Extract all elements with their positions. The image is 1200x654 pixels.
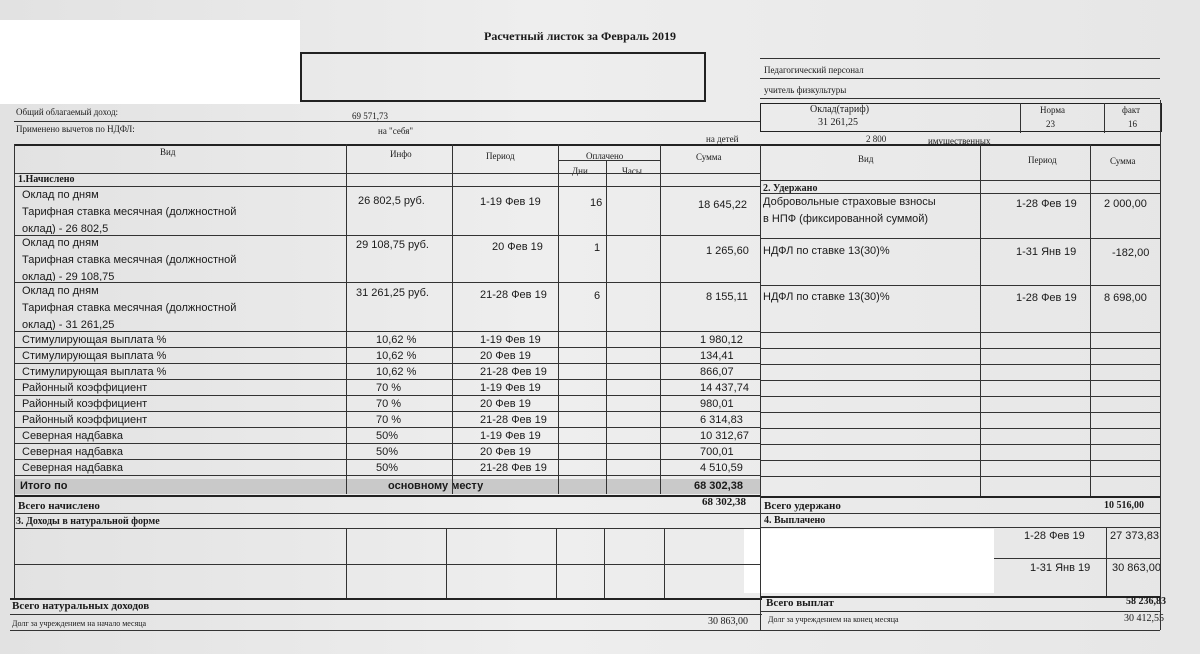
rule — [760, 527, 1160, 528]
accrued-small-info: 70 % — [376, 382, 402, 394]
norm-label: Норма — [1040, 105, 1065, 115]
deduction-self: на "себя" — [378, 126, 414, 136]
accrued-small-info: 50% — [376, 446, 399, 458]
redacted-area-top-left — [0, 20, 300, 104]
rule — [760, 428, 1160, 429]
accrued-row-1-line3: оклад) - 26 802,5 — [22, 224, 109, 234]
rule — [14, 443, 760, 444]
rule — [14, 347, 760, 348]
withheld-row-3-sum: 8 698,00 — [1104, 292, 1147, 304]
accrued-small-vid: Стимулирующая выплата % — [22, 350, 167, 362]
accrued-small-vid: Районный коэффициент — [22, 414, 148, 426]
rule — [760, 78, 1160, 79]
fact-value: 16 — [1128, 119, 1137, 129]
accrued-small-sum: 866,07 — [700, 366, 734, 378]
accrued-row-3-sum: 8 155,11 — [706, 291, 749, 303]
withheld-total-label: Всего удержано — [764, 500, 841, 512]
rule — [760, 332, 1160, 333]
rule — [664, 528, 665, 598]
accrued-grand-label: Всего начислено — [18, 500, 100, 512]
header-sum: Сумма — [696, 152, 722, 162]
rule — [14, 528, 760, 529]
accrued-row-2-line2: Тарифная ставка месячная (должностной — [22, 254, 237, 266]
paid-row-1-period: 1-28 Фев 19 — [1024, 530, 1085, 542]
rule — [346, 144, 347, 494]
accrued-small-sum: 980,01 — [700, 398, 734, 410]
accrued-row-3-line1: Оклад по дням — [22, 285, 99, 297]
accrued-small-period: 21-28 Фев 19 — [480, 462, 547, 474]
rule — [10, 630, 1160, 631]
accrued-row-3-period: 21-28 Фев 19 — [480, 289, 547, 301]
rule — [760, 460, 1160, 461]
rule — [1090, 144, 1091, 496]
debt-end-label: Долг за учреждением на конец месяца — [768, 615, 899, 624]
rule — [760, 476, 1160, 477]
rule — [14, 427, 760, 428]
accrued-row-3-info: 31 261,25 руб. — [356, 287, 429, 299]
accrued-small-period: 20 Фев 19 — [480, 446, 531, 458]
rule — [760, 380, 1160, 381]
accrued-small-vid: Районный коэффициент — [22, 382, 148, 394]
accrued-small-info: 50% — [376, 462, 399, 474]
deduction-property-label: имущественных — [928, 136, 991, 146]
rule — [14, 331, 760, 332]
accrued-row-1-line2: Тарифная ставка месячная (должностной — [22, 206, 237, 218]
rule — [556, 528, 557, 598]
accrued-small-period: 1-19 Фев 19 — [480, 334, 541, 346]
rule — [14, 564, 760, 565]
redacted-area-payout — [744, 529, 994, 593]
withheld-row-1-line1: Добровольные страховые взносы — [763, 196, 936, 208]
rule — [760, 285, 1160, 286]
salary-label: Оклад(тариф) — [810, 104, 870, 115]
rule — [760, 396, 1160, 397]
withheld-row-3-period: 1-28 Фев 19 — [1016, 292, 1077, 304]
accrued-grand-value: 68 302,38 — [702, 496, 746, 508]
deduction-children-label: на детей — [706, 134, 739, 144]
accrued-small-vid: Северная надбавка — [22, 446, 124, 458]
paid-row-2-sum: 30 863,00 — [1112, 562, 1161, 574]
debt-start-label: Долг за учреждением на начало месяца — [12, 619, 147, 628]
rule — [994, 558, 1160, 559]
accrued-small-info: 70 % — [376, 398, 402, 410]
rule — [14, 363, 760, 364]
rule — [760, 348, 1160, 349]
natural-total-label: Всего натуральных доходов — [12, 600, 150, 612]
rule — [660, 144, 661, 494]
rule — [14, 513, 760, 514]
rule — [760, 611, 1160, 612]
header-period: Период — [486, 151, 515, 161]
rule — [14, 173, 760, 174]
withheld-row-1-period: 1-28 Фев 19 — [1016, 198, 1077, 210]
accrued-small-vid: Стимулирующая выплата % — [22, 366, 167, 378]
taxable-income-value: 69 571,73 — [352, 111, 388, 121]
accrued-small-sum: 4 510,59 — [700, 462, 743, 474]
accrued-small-period: 20 Фев 19 — [480, 350, 531, 362]
header-right-period: Период — [1028, 155, 1057, 165]
accrued-total-mid: основному месту — [388, 480, 484, 492]
header-right-sum: Сумма — [1110, 156, 1136, 166]
accrued-small-info: 50% — [376, 430, 399, 442]
rule — [14, 121, 760, 122]
debt-end-value: 30 412,55 — [1124, 613, 1164, 624]
accrued-small-sum: 700,01 — [700, 446, 734, 458]
rule — [760, 98, 1160, 99]
header-hours: Часы — [622, 166, 642, 176]
rule — [14, 495, 760, 497]
accrued-small-sum: 134,41 — [700, 350, 734, 362]
accrued-row-3-line2: Тарифная ставка месячная (должностной — [22, 302, 237, 314]
document-title: Расчетный листок за Февраль 2019 — [484, 29, 677, 43]
accrued-small-sum: 1 980,12 — [700, 334, 743, 346]
header-vid: Вид — [160, 147, 176, 157]
rule — [1160, 100, 1161, 630]
rule — [14, 144, 1160, 146]
accrued-small-vid: Районный коэффициент — [22, 398, 148, 410]
rule — [1020, 103, 1021, 133]
header-right-vid: Вид — [858, 154, 874, 164]
accrued-row-2-days: 1 — [594, 242, 601, 254]
accrued-row-2-info: 29 108,75 руб. — [356, 239, 429, 251]
accrued-small-vid: Северная надбавка — [22, 462, 124, 474]
rule — [14, 411, 760, 412]
accrued-small-info: 70 % — [376, 414, 402, 426]
rule — [1104, 103, 1105, 133]
withheld-row-3-line1: НДФЛ по ставке 13(30)% — [763, 291, 890, 303]
header-info: Инфо — [390, 149, 412, 159]
accrued-small-period: 21-28 Фев 19 — [480, 414, 547, 426]
rule — [14, 395, 760, 396]
withheld-row-1-line2: в НПФ (фиксированной суммой) — [763, 213, 929, 225]
rule — [1106, 527, 1107, 597]
rule — [760, 444, 1160, 445]
accrued-small-info: 10,62 % — [376, 366, 417, 378]
accrued-small-info: 10,62 % — [376, 334, 417, 346]
salary-value: 31 261,25 — [818, 117, 858, 128]
accrued-small-period: 1-19 Фев 19 — [480, 430, 541, 442]
rule — [14, 186, 760, 187]
rule — [446, 528, 447, 598]
withheld-row-1-sum: 2 000,00 — [1104, 198, 1147, 210]
accrued-row-1-info: 26 802,5 руб. — [358, 195, 425, 207]
accrued-small-period: 1-19 Фев 19 — [480, 382, 541, 394]
deductions-label: Применено вычетов по НДФЛ: — [16, 124, 135, 134]
paid-row-1-sum: 27 373,83 — [1110, 530, 1159, 542]
debt-start-value: 30 863,00 — [708, 616, 748, 627]
accrued-row-1-days: 16 — [590, 197, 603, 209]
rule — [14, 282, 760, 283]
accrued-small-vid: Стимулирующая выплата % — [22, 334, 167, 346]
rule — [14, 379, 760, 380]
total-band — [14, 479, 760, 494]
rule — [14, 475, 760, 476]
rule — [606, 160, 607, 494]
accrued-total-label: Итого по — [20, 480, 68, 492]
rule — [760, 364, 1160, 365]
accrued-row-3-days: 6 — [594, 290, 601, 302]
rule — [760, 238, 1160, 239]
withheld-row-2-sum: -182,00 — [1112, 247, 1150, 259]
withheld-section-title: 2. Удержано — [763, 183, 818, 194]
header-paid: Оплачено — [586, 151, 624, 161]
norm-value: 23 — [1046, 119, 1055, 129]
accrued-row-2-sum: 1 265,60 — [706, 245, 749, 257]
rule — [346, 528, 347, 598]
accrued-row-2-period: 20 Фев 19 — [492, 241, 543, 253]
rule — [14, 235, 760, 236]
accrued-small-info: 10,62 % — [376, 350, 417, 362]
accrued-section-title: 1.Начислено — [18, 174, 75, 185]
accrued-small-sum: 6 314,83 — [700, 414, 743, 426]
rule — [760, 144, 761, 630]
withheld-total-value: 10 516,00 — [1104, 500, 1144, 511]
rule — [452, 144, 453, 494]
fact-label: факт — [1122, 105, 1141, 115]
withheld-row-2-line1: НДФЛ по ставке 13(30)% — [763, 245, 890, 257]
rule — [760, 513, 1160, 514]
accrued-total-value: 68 302,38 — [694, 480, 743, 492]
accrued-small-sum: 14 437,74 — [700, 382, 749, 394]
accrued-row-1-line1: Оклад по дням — [22, 189, 99, 201]
rule — [760, 180, 1160, 181]
accrued-row-2-line1: Оклад по дням — [22, 237, 99, 249]
paid-total-label: Всего выплат — [766, 597, 834, 609]
accrued-small-period: 20 Фев 19 — [480, 398, 531, 410]
accrued-row-1-period: 1-19 Фев 19 — [480, 196, 541, 208]
natural-section-title: 3. Доходы в натуральной форме — [16, 516, 160, 527]
rule — [760, 496, 1160, 498]
paid-total-value: 58 236,83 — [1126, 596, 1166, 607]
accrued-row-3-line3: оклад) - 31 261,25 — [22, 320, 115, 330]
employee-name-box — [300, 52, 706, 102]
employee-category: Педагогический персонал — [764, 65, 864, 75]
withheld-row-2-period: 1-31 Янв 19 — [1016, 246, 1077, 258]
rule — [760, 412, 1160, 413]
accrued-small-vid: Северная надбавка — [22, 430, 124, 442]
header-days: Дни — [572, 166, 588, 176]
rule — [604, 528, 605, 598]
accrued-small-sum: 10 312,67 — [700, 430, 749, 442]
rule — [10, 614, 762, 615]
rule — [14, 144, 15, 598]
deduction-children-value: 2 800 — [866, 134, 887, 144]
rule — [558, 160, 660, 161]
rule — [14, 459, 760, 460]
rule — [760, 58, 1160, 59]
accrued-row-2-line3: оклад) - 29 108,75 — [22, 272, 115, 281]
rule — [760, 193, 1160, 194]
paid-section-title: 4. Выплачено — [764, 515, 826, 526]
accrued-small-period: 21-28 Фев 19 — [480, 366, 547, 378]
accrued-row-1-sum: 18 645,22 — [698, 199, 747, 211]
rule — [558, 144, 559, 494]
rule — [980, 144, 981, 496]
employee-position: учитель физкультуры — [764, 85, 847, 95]
paid-row-2-period: 1-31 Янв 19 — [1030, 562, 1091, 574]
taxable-income-label: Общий облагаемый доход: — [16, 107, 119, 117]
